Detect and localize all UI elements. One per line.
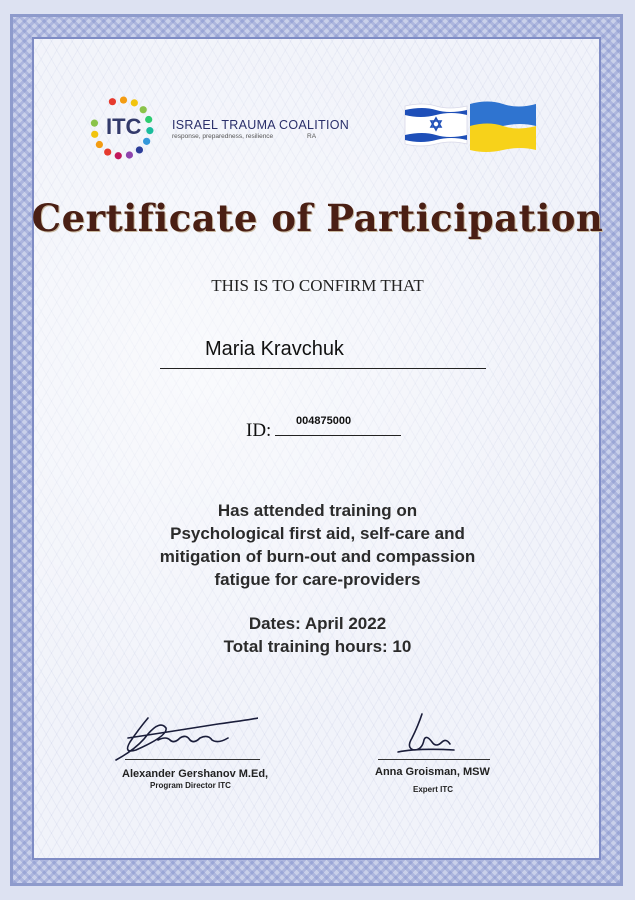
recipient-name: Maria Kravchuk [205,338,344,360]
logo-dot [145,116,152,123]
ukraine-flag-icon [468,98,538,154]
logo-dot [104,148,111,155]
training-intro: Has attended training on [217,501,418,520]
left-signatory-role: Program Director ITC [150,781,231,790]
logo-dot [115,152,122,159]
logo-dot [140,106,147,113]
certificate-title: Certificate of Participation [31,196,604,240]
training-hours: Total training hours: 10 [223,637,412,656]
logo-dot [136,146,143,153]
logo-dot [126,151,133,158]
israel-flag-icon [403,100,469,150]
training-topic-line-1: Psychological first aid, self-care and [170,524,465,543]
logo-mark: ITC [106,114,142,139]
training-topic-line-2: mitigation of burn-out and compassion [159,547,476,566]
logo-dot [143,138,150,145]
id-value: 004875000 [296,415,352,427]
organization-suffix: RA [307,133,317,140]
right-signatory-role: Expert ITC [413,785,454,794]
logo-dot [131,99,138,106]
logo-dot [109,98,116,105]
logo-dot [96,141,103,148]
training-topic-line-3: fatigue for care-providers [214,570,421,589]
name-underline [160,368,486,369]
confirm-line: THIS IS TO CONFIRM THAT [211,276,424,295]
right-signatory-name: Anna Groisman, MSW [375,766,490,778]
logo-dot [91,131,98,138]
right-signature-line [378,759,490,760]
id-label: ID: [246,420,272,441]
logo-dot [120,96,127,103]
left-signature-icon [108,710,258,770]
training-dates: Dates: April 2022 [248,614,387,633]
left-signatory-name: Alexander Gershanov M.Ed, [122,768,269,780]
logo-dot [91,120,98,127]
organization-tagline: response, preparedness, resilience [172,133,274,140]
organization-name: ISRAEL TRAUMA COALITION [172,118,350,132]
left-signature-line [125,759,260,760]
id-underline [275,435,401,436]
right-signature-icon [388,712,458,762]
logo-dot [146,127,153,134]
